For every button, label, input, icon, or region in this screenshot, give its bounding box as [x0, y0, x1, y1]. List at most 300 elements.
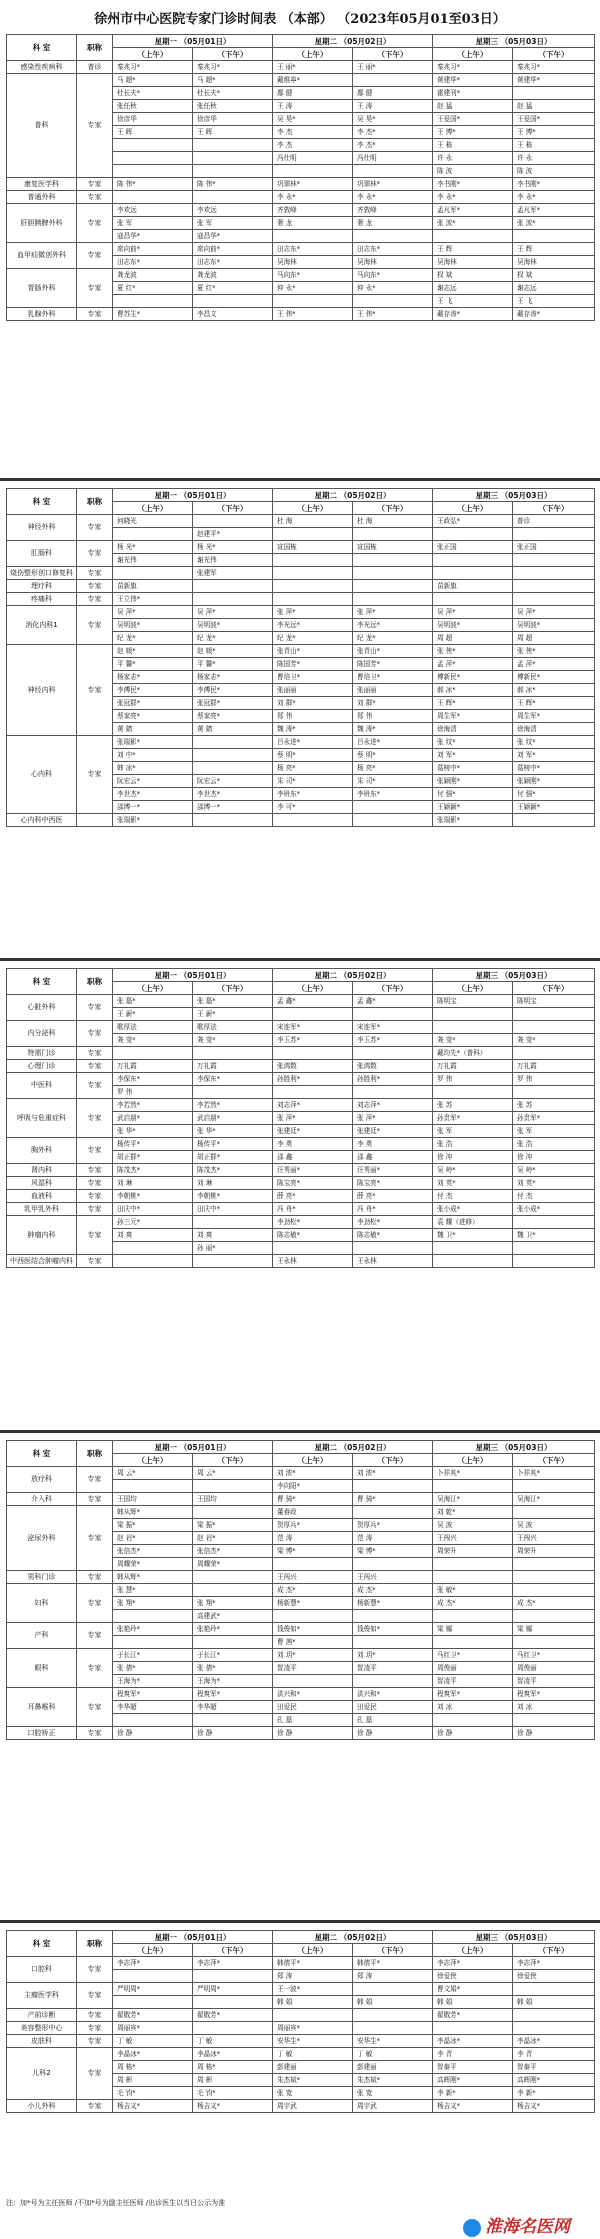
level-cell: 专家: [77, 541, 113, 567]
doctor-cell: 朱 司*: [273, 775, 353, 788]
doctor-cell: 吕永进*: [273, 736, 353, 749]
doctor-cell: 周 彬: [113, 2074, 193, 2087]
table-row: [7, 1649, 595, 1662]
doctor-cell: 王 辉: [513, 243, 595, 256]
doctor-cell: 田志东*: [113, 256, 193, 269]
doctor-cell: [193, 1047, 273, 1060]
dept-cell: 乳甲乳外科: [7, 1203, 77, 1216]
doctor-cell: 奢 龙: [273, 217, 353, 230]
doctor-cell: 曹 骑*: [273, 1493, 353, 1506]
dept-cell: 耳鼻喉科: [7, 1688, 77, 1727]
doctor-cell: 龚 莹*: [113, 1034, 193, 1047]
doctor-cell: 成 杰*: [353, 1584, 433, 1597]
table-row: [7, 1957, 595, 1970]
doctor-cell: 张 军: [433, 1125, 513, 1138]
doctor-cell: [513, 1584, 595, 1597]
doctor-cell: 智泰平: [433, 2061, 513, 2074]
doctor-cell: [433, 230, 513, 243]
doctor-cell: 秦兆习*: [513, 61, 595, 74]
section-separator: [0, 1430, 600, 1433]
doctor-cell: 刘 冰: [433, 1701, 513, 1714]
doctor-cell: 葛树中*: [433, 762, 513, 775]
table-row: [7, 1216, 595, 1229]
doctor-cell: 李 永*: [353, 191, 433, 204]
table-row: [7, 308, 595, 321]
doctor-cell: 钱俊如*: [353, 1623, 433, 1636]
doctor-cell: 张颖刚*: [513, 775, 595, 788]
doctor-cell: 梁 博*: [273, 1545, 353, 1558]
doctor-cell: 李 勇: [273, 1138, 353, 1151]
doctor-cell: [513, 1558, 595, 1571]
doctor-cell: [193, 1584, 273, 1597]
day-header: 星期一 （05月01日）: [113, 969, 273, 982]
doctor-cell: [353, 2022, 433, 2035]
doctor-cell: 张 军: [193, 217, 273, 230]
doctor-cell: 王 涛: [273, 100, 353, 113]
doctor-cell: 程爽军*: [513, 1688, 595, 1701]
table-row: [7, 1047, 595, 1060]
level-cell: 专家: [77, 1060, 113, 1073]
am-header: （上午）: [113, 982, 193, 995]
level-cell: 专家: [77, 243, 113, 269]
doctor-cell: [113, 139, 193, 152]
dept-cell: 神经内科: [7, 645, 77, 736]
doctor-cell: 巩翠林*: [353, 178, 433, 191]
dept-cell: 介入科: [7, 1493, 77, 1506]
doctor-cell: [113, 1480, 193, 1493]
doctor-cell: 吴 萍*: [113, 606, 193, 619]
doctor-cell: 郑 涛: [353, 1970, 433, 1983]
doctor-cell: [113, 528, 193, 541]
doctor-cell: 冯仕明: [353, 152, 433, 165]
doctor-cell: [513, 87, 595, 100]
doctor-cell: 张 宽: [273, 2087, 353, 2100]
watermark-text: 淮海名医网: [485, 2217, 570, 2237]
table-row: [7, 1571, 595, 1584]
doctor-cell: 许 永: [513, 152, 595, 165]
doctor-cell: 王 薪*: [113, 1008, 193, 1021]
level-cell: 专家: [77, 1957, 113, 1983]
level-cell: 专家: [77, 1177, 113, 1190]
doctor-cell: [353, 295, 433, 308]
doctor-cell: 周 超: [513, 632, 595, 645]
dept-cell: 血甲疝微创外科: [7, 243, 77, 269]
level-cell: 专家: [77, 1983, 113, 2009]
dept-cell: 肛肠科: [7, 541, 77, 567]
doctor-cell: 赵 岩*: [113, 1532, 193, 1545]
doctor-cell: [433, 1480, 513, 1493]
doctor-cell: 陈国芳*: [353, 658, 433, 671]
doctor-cell: [193, 1086, 273, 1099]
doctor-cell: 张 军: [113, 217, 193, 230]
day-header: 星期二 （05月02日）: [273, 1931, 433, 1944]
doctor-cell: 钱俊如*: [273, 1623, 353, 1636]
day-header: 星期二 （05月02日）: [273, 1441, 433, 1454]
doctor-cell: 张艳玲*: [193, 1623, 273, 1636]
level-cell: 专家: [77, 645, 113, 736]
doctor-cell: 龚 莹*: [513, 1034, 595, 1047]
dept-cell: 小儿外科: [7, 2100, 77, 2113]
doctor-cell: 吕永进*: [353, 736, 433, 749]
doctor-cell: 曹 茜*: [273, 1636, 353, 1649]
doctor-cell: 张建廷*: [273, 1125, 353, 1138]
doctor-cell: 翟敬芳*: [113, 2009, 193, 2022]
doctor-cell: 杨 光*: [113, 541, 193, 554]
dept-cell: 血液科: [7, 1190, 77, 1203]
doctor-cell: 杨 亮*: [273, 762, 353, 775]
doctor-cell: 徐 静: [273, 1727, 353, 1740]
doctor-cell: 王 薪*: [193, 1008, 273, 1021]
doctor-cell: [433, 1086, 513, 1099]
doctor-cell: 贺厚兵*: [353, 1519, 433, 1532]
table-row: [7, 2009, 595, 2022]
doctor-cell: 普诊: [513, 515, 595, 528]
am-header: （上午）: [433, 1944, 513, 1957]
doctor-cell: 周 超: [433, 632, 513, 645]
doctor-cell: 徐彦华: [193, 113, 273, 126]
doctor-cell: 魏 卫*: [433, 1229, 513, 1242]
doctor-cell: 陈明宝: [513, 995, 595, 1008]
doctor-cell: 吴 岭*: [513, 1164, 595, 1177]
level-cell: 专家: [77, 1216, 113, 1255]
doctor-cell: 于长江*: [113, 1649, 193, 1662]
doctor-cell: 罗 伟: [513, 1073, 595, 1086]
doctor-cell: [433, 1636, 513, 1649]
doctor-cell: [273, 1008, 353, 1021]
doctor-cell: 李 永*: [273, 191, 353, 204]
doctor-cell: 夏 红*: [113, 282, 193, 295]
doctor-cell: 龚 莹*: [193, 1034, 273, 1047]
doctor-cell: 王 辉: [433, 243, 513, 256]
doctor-cell: 徐 冲: [513, 1151, 595, 1164]
pm-header: （下午）: [353, 1944, 433, 1957]
doctor-cell: 谢光伟: [113, 554, 193, 567]
doctor-cell: [193, 1714, 273, 1727]
doctor-cell: 王 辉*: [433, 697, 513, 710]
doctor-cell: [353, 528, 433, 541]
doctor-cell: 张 纹*: [513, 736, 595, 749]
table-row: [7, 243, 595, 256]
dept-cell: 理疗科: [7, 580, 77, 593]
doctor-cell: 傅新民*: [433, 671, 513, 684]
doctor-cell: [353, 1506, 433, 1519]
level-cell: 专家: [77, 580, 113, 593]
doctor-cell: 席向前*: [113, 243, 193, 256]
level-cell: 专家: [77, 1623, 113, 1649]
doctor-cell: [433, 1255, 513, 1268]
table-row: [7, 2100, 595, 2113]
level-cell: 专家: [77, 1138, 113, 1164]
doctor-cell: [353, 165, 433, 178]
doctor-cell: 卜祥兆*: [433, 1467, 513, 1480]
doctor-cell: 张 倩*: [193, 1662, 273, 1675]
doctor-cell: 张丽丽: [273, 684, 353, 697]
doctor-cell: [353, 1008, 433, 1021]
doctor-cell: 吴海林: [273, 256, 353, 269]
doctor-cell: 李晶冰*: [433, 2035, 513, 2048]
doctor-cell: 吴 萍*: [433, 606, 513, 619]
doctor-cell: 刘 玥*: [273, 1649, 353, 1662]
level-cell: 专家: [77, 1203, 113, 1216]
doctor-cell: 丁 敏: [113, 2035, 193, 2048]
doctor-cell: [113, 1610, 193, 1623]
pm-header: （下午）: [193, 502, 273, 515]
doctor-cell: 张信杰*: [113, 1545, 193, 1558]
doctor-cell: 李志萍*: [433, 1957, 513, 1970]
doctor-cell: 付 杰: [513, 1190, 595, 1203]
day-header: 星期三 （05月03日）: [433, 35, 595, 48]
doctor-cell: 李若然*: [113, 1099, 193, 1112]
doctor-cell: [273, 567, 353, 580]
doctor-cell: [273, 1675, 353, 1688]
doctor-cell: 田志东*: [353, 243, 433, 256]
doctor-cell: [353, 801, 433, 814]
doctor-cell: 付 强*: [513, 788, 595, 801]
doctor-cell: [113, 1242, 193, 1255]
dept-cell: 口腔矫正: [7, 1727, 77, 1740]
doctor-cell: 周荣升: [433, 1545, 513, 1558]
doctor-cell: 李书刚*: [513, 178, 595, 191]
doctor-cell: 黄 婧: [193, 723, 273, 736]
doctor-cell: 安华生*: [353, 2035, 433, 2048]
doctor-cell: 李志萍*: [513, 1957, 595, 1970]
doctor-cell: [113, 152, 193, 165]
doctor-cell: 付 强*: [433, 788, 513, 801]
doctor-cell: 何晓光: [113, 515, 193, 528]
doctor-cell: 陈茂杰*: [113, 1164, 193, 1177]
doctor-cell: [273, 593, 353, 606]
doctor-cell: [113, 567, 193, 580]
doctor-cell: 郑 伟: [353, 710, 433, 723]
doctor-cell: 张青山*: [353, 645, 433, 658]
schedule-section: [6, 968, 594, 1268]
dept-cell: 内分泌科: [7, 1021, 77, 1047]
doctor-cell: 马 超*: [193, 74, 273, 87]
doctor-cell: 张 苏: [513, 1099, 595, 1112]
doctor-cell: 张建廷*: [353, 1125, 433, 1138]
doctor-cell: 曹文娟*: [433, 1983, 513, 1996]
table-row: [7, 1190, 595, 1203]
doctor-cell: 吴海林: [433, 256, 513, 269]
doctor-cell: 张 波*: [513, 217, 595, 230]
doctor-cell: [113, 1636, 193, 1649]
doctor-cell: 赵 媛*: [113, 645, 193, 658]
doctor-cell: [193, 515, 273, 528]
doctor-cell: 徐 冲: [433, 1151, 513, 1164]
doctor-cell: 吴海江*: [433, 1493, 513, 1506]
doctor-cell: 程爽军*: [193, 1688, 273, 1701]
doctor-cell: 张 军: [513, 1125, 595, 1138]
doctor-cell: [513, 1983, 595, 1996]
doctor-cell: [513, 230, 595, 243]
pm-header: （下午）: [193, 1944, 273, 1957]
doctor-cell: 胡正群*: [113, 1151, 193, 1164]
doctor-cell: 刘 玥*: [353, 1649, 433, 1662]
doctor-cell: 吴 萍*: [513, 606, 595, 619]
doctor-cell: 王一波*: [273, 1983, 353, 1996]
doctor-cell: 王国均: [113, 1493, 193, 1506]
doctor-cell: 薛 亮*: [273, 1190, 353, 1203]
doctor-cell: 韩 娟: [513, 1996, 595, 2009]
doctor-cell: [353, 1983, 433, 1996]
doctor-cell: 王 栋: [513, 139, 595, 152]
doctor-cell: 黄 婧: [113, 723, 193, 736]
doctor-cell: 刘 中*: [113, 749, 193, 762]
doctor-cell: 杨 亮*: [353, 762, 433, 775]
doctor-cell: [353, 2009, 433, 2022]
doctor-cell: [193, 1996, 273, 2009]
doctor-cell: 龚龙波: [193, 269, 273, 282]
table-row: [7, 191, 595, 204]
doctor-cell: 蔡 明*: [353, 749, 433, 762]
doctor-cell: 刘 琳: [113, 1177, 193, 1190]
doctor-cell: 李朝桃*: [193, 1190, 273, 1203]
doctor-cell: 张鸿数: [273, 1060, 353, 1073]
doctor-cell: [433, 1021, 513, 1034]
doctor-cell: 韩从辉*: [113, 1506, 193, 1519]
doctor-cell: 李 杰*: [353, 139, 433, 152]
am-header: （上午）: [273, 48, 353, 61]
doctor-cell: 张 敏*: [433, 1584, 513, 1597]
doctor-cell: 孔 磊: [353, 1714, 433, 1727]
doctor-cell: [353, 1086, 433, 1099]
doctor-cell: 郑 涛: [273, 1970, 353, 1983]
table-row: [7, 1688, 595, 1701]
doctor-cell: 刘 冰: [513, 1701, 595, 1714]
doctor-cell: 张 浩: [513, 1138, 595, 1151]
doctor-cell: 张 波*: [433, 217, 513, 230]
day-header: 星期二 （05月02日）: [273, 489, 433, 502]
dept-header: 科 室: [7, 489, 77, 515]
doctor-cell: 张 侠*: [513, 645, 595, 658]
doctor-cell: 陈国芳*: [273, 658, 353, 671]
am-header: （上午）: [273, 982, 353, 995]
doctor-cell: 孟 萍*: [433, 658, 513, 671]
table-row: [7, 1467, 595, 1480]
schedule-table: [6, 1930, 595, 2113]
doctor-cell: 李书刚*: [433, 178, 513, 191]
doctor-cell: 李昌文: [193, 308, 273, 321]
doctor-cell: 刘 浓*: [273, 1467, 353, 1480]
doctor-cell: [353, 1558, 433, 1571]
doctor-cell: 冯 舟*: [353, 1203, 433, 1216]
doctor-cell: [353, 814, 433, 827]
doctor-cell: 罗 伟: [433, 1073, 513, 1086]
footnote: 注：加*号为主任医师 /不加*号为副主任医师 /出诊医生以当日公示为准: [6, 2199, 226, 2207]
doctor-cell: 李 杰: [273, 139, 353, 152]
doctor-cell: 郝 冰*: [433, 684, 513, 697]
dept-cell: 心内科: [7, 736, 77, 814]
table-row: [7, 1584, 595, 1597]
dept-cell: 妇科: [7, 1584, 77, 1623]
level-cell: [77, 814, 113, 827]
dept-cell: 男科门诊: [7, 1571, 77, 1584]
doctor-cell: [113, 191, 193, 204]
doctor-cell: 傅新民*: [513, 671, 595, 684]
doctor-cell: 李晶冰*: [513, 2035, 595, 2048]
table-row: [7, 1203, 595, 1216]
doctor-cell: 魏 卫*: [513, 1229, 595, 1242]
doctor-cell: 周 云*: [113, 1467, 193, 1480]
doctor-cell: 张鸿数: [353, 1060, 433, 1073]
doctor-cell: 高建武*: [193, 1610, 273, 1623]
doctor-cell: 田志东*: [193, 256, 273, 269]
doctor-cell: 王 博*: [433, 126, 513, 139]
doctor-cell: [513, 1480, 595, 1493]
doctor-cell: [193, 762, 273, 775]
doctor-cell: 万礼霞: [513, 1060, 595, 1073]
doctor-cell: 徐爱侠: [433, 1970, 513, 1983]
dept-cell: 主瘤医学科: [7, 1983, 77, 2009]
doctor-cell: [353, 593, 433, 606]
am-header: （上午）: [113, 502, 193, 515]
doctor-cell: 曹培卫*: [273, 671, 353, 684]
section-separator: [0, 958, 600, 961]
doctor-cell: [273, 230, 353, 243]
level-cell: 专家: [77, 567, 113, 580]
doctor-cell: 李朝桃*: [113, 1190, 193, 1203]
doctor-cell: 宋连军*: [353, 1021, 433, 1034]
am-header: （上午）: [113, 48, 193, 61]
doctor-cell: 徐 静: [113, 1727, 193, 1740]
doctor-cell: 阮宏云*: [193, 775, 273, 788]
section-separator: [0, 478, 600, 481]
doctor-cell: 纪 龙*: [353, 632, 433, 645]
doctor-cell: [433, 1571, 513, 1584]
logo-icon: [463, 2219, 481, 2237]
level-cell: 专家: [77, 1467, 113, 1493]
doctor-cell: 李劲松*: [353, 1216, 433, 1229]
doctor-cell: [353, 567, 433, 580]
doctor-cell: 梁 振*: [193, 1519, 273, 1532]
table-row: [7, 1138, 595, 1151]
doctor-cell: 张 苏: [433, 1099, 513, 1112]
dept-cell: 心内科中西医: [7, 814, 77, 827]
doctor-cell: 田志东*: [273, 243, 353, 256]
table-row: [7, 1099, 595, 1112]
dept-cell: 风湿科: [7, 1177, 77, 1190]
dept-cell: 康复医学科: [7, 178, 77, 191]
dept-cell: 消化内科1: [7, 606, 77, 645]
doctor-cell: 田爱民: [273, 1701, 353, 1714]
doctor-cell: 付 杰: [433, 1190, 513, 1203]
doctor-cell: 赵 猛: [513, 100, 595, 113]
doctor-cell: 万礼霞: [193, 1060, 273, 1073]
day-header: 星期三 （05月03日）: [433, 1441, 595, 1454]
doctor-cell: 张任秋: [113, 100, 193, 113]
doctor-cell: 孙三元*: [113, 1216, 193, 1229]
doctor-cell: [353, 1480, 433, 1493]
doctor-cell: 纪 龙*: [193, 632, 273, 645]
doctor-cell: 马向东*: [273, 269, 353, 282]
doctor-cell: [513, 2009, 595, 2022]
dept-header: 科 室: [7, 35, 77, 61]
table-row: [7, 74, 595, 87]
doctor-cell: 李 青: [513, 2048, 595, 2061]
pm-header: （下午）: [353, 982, 433, 995]
doctor-cell: 洪兴和*: [353, 1688, 433, 1701]
doctor-cell: 平 馨*: [193, 658, 273, 671]
doctor-cell: 李班东*: [273, 788, 353, 801]
doctor-cell: 武启朋*: [193, 1112, 273, 1125]
doctor-cell: 朱杰斌*: [273, 2074, 353, 2087]
doctor-cell: 李晶冰*: [193, 2048, 273, 2061]
table-row: [7, 1021, 595, 1034]
doctor-cell: 蔡家亮*: [113, 710, 193, 723]
doctor-cell: 李若然*: [193, 1099, 273, 1112]
dept-cell: 胸外科: [7, 1138, 77, 1164]
dept-cell: 皮肤科: [7, 2035, 77, 2048]
